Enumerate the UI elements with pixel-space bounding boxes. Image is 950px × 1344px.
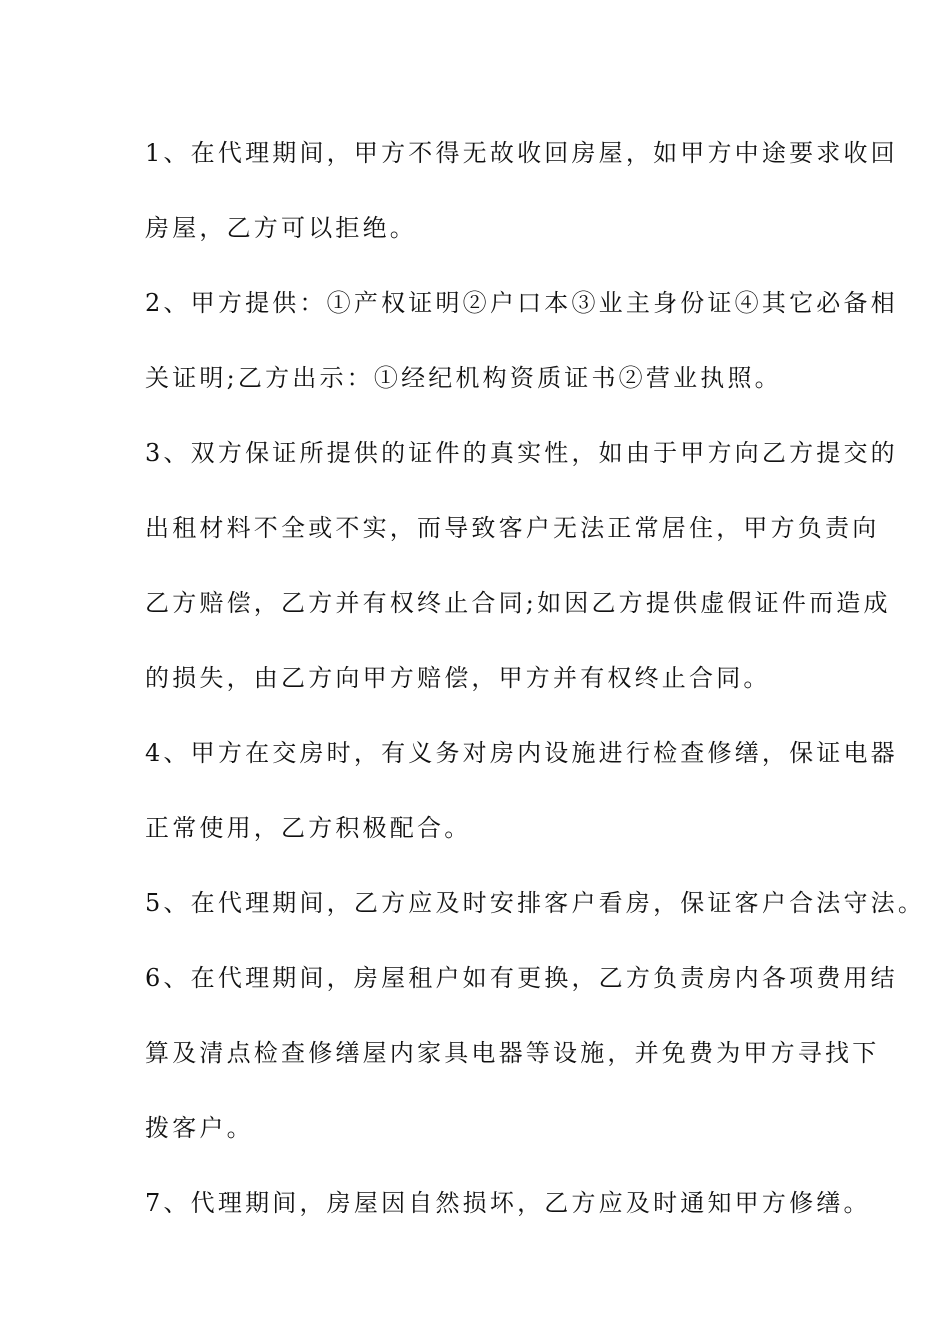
- clause-7-line-1: 7、代理期间，房屋因自然损坏，乙方应及时通知甲方修缮。: [145, 1189, 871, 1217]
- clause-4-line-2: 正常使用，乙方积极配合。: [145, 814, 472, 842]
- clause-6-line-1: 6、在代理期间，房屋租户如有更换，乙方负责房内各项费用结: [145, 964, 898, 992]
- clause-3-line-4: 的损失，由乙方向甲方赔偿，甲方并有权终止合同。: [145, 664, 771, 692]
- clause-4-line-1: 4、甲方在交房时，有义务对房内设施进行检查修缮，保证电器: [145, 739, 898, 767]
- clause-2-line-1: 2、甲方提供：①产权证明②户口本③业主身份证④其它必备相: [145, 289, 898, 317]
- clause-1-line-1: 1、在代理期间，甲方不得无故收回房屋，如甲方中途要求收回: [145, 139, 898, 167]
- clause-3-line-1: 3、双方保证所提供的证件的真实性，如由于甲方向乙方提交的: [145, 439, 898, 467]
- clause-2-line-2: 关证明;乙方出示：①经纪机构资质证书②营业执照。: [145, 364, 782, 392]
- clause-3-line-3: 乙方赔偿，乙方并有权终止合同;如因乙方提供虚假证件而造成: [145, 589, 891, 617]
- clause-1-line-2: 房屋，乙方可以拒绝。: [145, 214, 417, 242]
- clause-6-line-2: 算及清点检查修缮屋内家具电器等设施，并免费为甲方寻找下: [145, 1039, 880, 1067]
- clause-6-line-3: 拨客户。: [145, 1114, 254, 1142]
- clause-3-line-2: 出租材料不全或不实，而导致客户无法正常居住，甲方负责向: [145, 514, 880, 542]
- clause-5-line-1: 5、在代理期间，乙方应及时安排客户看房，保证客户合法守法。: [145, 889, 926, 917]
